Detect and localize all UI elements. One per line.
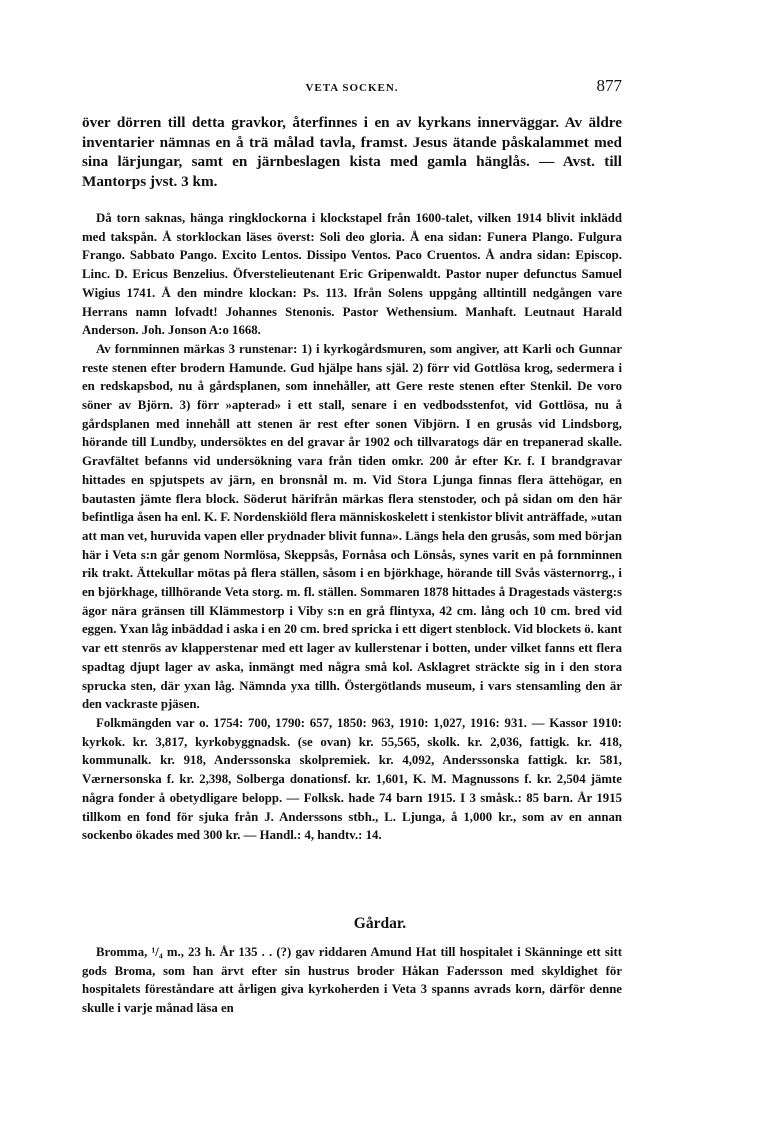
gardar-section (82, 943, 622, 1018)
entry-name: Bromma, (96, 945, 148, 959)
page-number: 877 (596, 76, 622, 95)
running-title: VETA SOCKEN. (305, 82, 399, 94)
main-text (82, 209, 622, 845)
gardar-entry-bromma (82, 943, 622, 1018)
section-heading-gardar: Gårdar. (353, 915, 407, 932)
paragraph-bells: Då torn saknas, hänga ringklockorna i klockstapel från 1600-talet, vilken 1914 blivit inklädd med takspån. Å storklockan läses överst: Soli deo gloria. Å ena sidan: Funera Plango. Fulgura Frango. Sabbato Pango. Excito Lentos. Dissipo Ventos. Paco Cruentos. Å andra sidan: Episcop. Linc. D. Ericus Benzelius. Öfverstelieutenant Eric Gripenwaldt. Pastor nuper defunctus Samuel Wigius 1741. Å den mindre klockan: Ps. 113. Ifrån Solens uppgång alltintill nedgången vare Herrans namn lofvadt! Johannes Stenonis. Pastor Wethensium. Manhaft. Leutnaut Harald Anderson. Joh. Jonson A:o 1668. (82, 211, 622, 338)
entry-text: ¹/₄ m., 23 h. År 135 . . (?) gav riddaren Amund Hat till hospitalet i Skänninge ett sitt gods Broma, som han ärvt efter sin hustrus broder Håkan Fadersson med skyldighet för hospitalets föreståndare att årligen giva kyrkoherden i Veta 3 spanns avrads korn, därför denne skulle i varje månad läsa en (82, 945, 622, 1016)
paragraph-population: Folkmängden var o. 1754: 700, 1790: 657, 1850: 963, 1910: 1,027, 1916: 931. — Kassor 1910: kyrkok. kr. 3,817, kyrkobyggnadsk. (se ovan) kr. 55,565, skolk. kr. 2,036, fattigk. kr. 418, kommunalk. kr. 918, Anderssonska skolpremiek. kr. 4,092, Anderssonska fattigk. kr. 581, Værnersonska f. kr. 2,398, Solberga donationsf. kr. 1,601, K. M. Magnussons f. kr. 2,504 jämte några fonder å obetydligare belopp. — Folksk. hade 74 barn 1915. I 3 småsk.: 85 barn. År 1915 tillkom en fond för sjuka från J. Anderssons stbh., L. Ljunga, å 1,000 kr., som av en annan sockenbo ökades med 300 kr. — Handl.: 4, handtv.: 14. (82, 715, 622, 843)
intro-paragraph: över dörren till detta gravkor, återfinnes i en av kyrkans innerväggar. Av äldre inventarier nämnas en å trä målad tavla, framst. Jesus ätande påskalammet med sina lärjungar, samt en järnbeslagen kista med gamla hänglås. — Avst. till Mantorps jvst. 3 km. (82, 114, 622, 190)
page-header (82, 76, 622, 102)
paragraph-antiquities: Av fornminnen märkas 3 runstenar: 1) i kyrkogårdsmuren, som angiver, att Karli och Gunnar reste stenen efter brodern Hamunde. Gud hjälpe hans själ. 2) förr vid Gottlösa krog, sedermera i en redskapsbod, nu å gårdsplanen, som innehåller, att Gere reste stenen efter Stenkil. De voro söner av Björn. 3) förr »apterad» i ett stall, senare i en vedbodsstenfot, vid Gottlösa, nu å gårdsplanen med innehåll att stenen är rest efter sonen Vibjörn. I en grusås vid Lindsborg, hörande till Lundby, undersöktes en del gravar år 1902 och tillvaratogs där en trepanerad skalle. Gravfältet befanns vid undersökning vara från tiden omkr. 200 år efter Kr. f. I brandgravar hittades en spjutspets av järn, en bronsnål m. m. Vid Stora Ljunga finnas flera ättehögar, en bautasten jämte flera block. Söderut härifrån märkas flera stenstoder, och på sidan om den här befintliga åsen ha enl. K. F. Nordenskiöld flera människoskelett i stenkistor blivit anträffade, »utan att man vet, huruvida vapen eller prydnader blivit funna». Längs hela den grusås, som med början här i Veta s:n går genom Normlösa, Skeppsås, Fornåsa och Lönsås, synes varit en på fornminnen rik trakt. Ättekullar mötas på flera ställen, såsom i en björkhage, hörande till Svås västernorrg., i en björkhage, tillhörande Veta storg. m. fl. ställen. Sommaren 1878 hittades å Dragestads västerg:s ägor nära gränsen till Klämmestorp i Viby s:n en grå flintyxa, 42 cm. lång och 10 cm. bred vid eggen. Yxan låg inbäddad i aska i en 20 cm. bred spricka i ett digert stenblock. Vid blockets ö. kant var ett stenrös av klapperstenar med ett lager av kullerstenar i botten, under vilket fanns ett flera spadtag djupt lager av aska, inmängt med några små kol. Asklagret sträckte sig in i den stora sprucka sten, där yxan låg. Nämnda yxa tillh. Östergötlands museum, i vars stensamling den är den vackraste pjäsen. (82, 341, 622, 712)
